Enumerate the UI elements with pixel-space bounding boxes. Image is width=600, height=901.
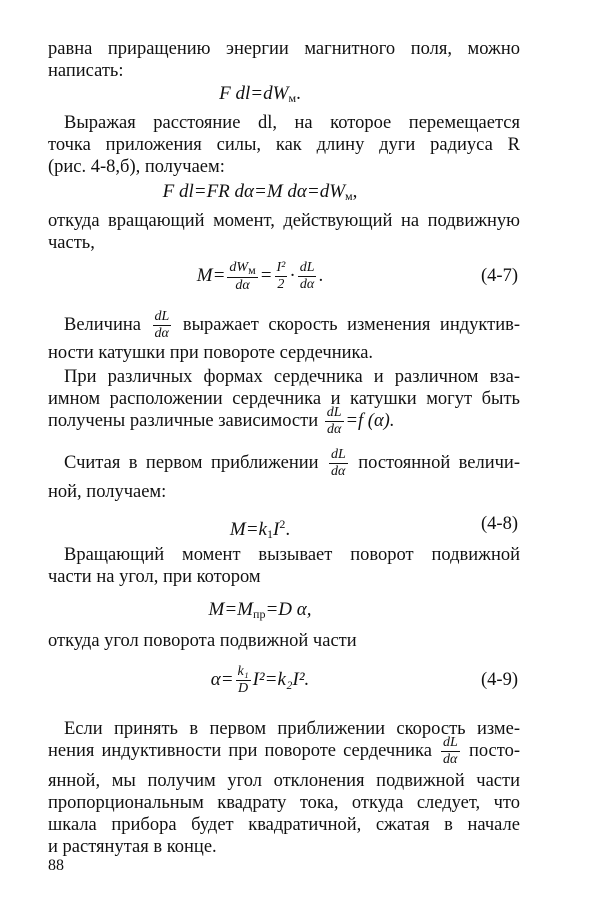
text-line: части на угол, при котором	[48, 567, 261, 587]
text-line: и растянутая в конце.	[48, 837, 217, 857]
formula-equilibrium: $M=M_{пр}=D$ α,	[208, 599, 312, 621]
text-line: точка приложения силы, как длину дуги радиуса R	[48, 135, 520, 155]
equation-number: (4-7)	[481, 266, 518, 286]
text-line: янной, мы получим угол отклонения подвижной части	[48, 771, 520, 791]
text-line: Величина $\frac{dL}{d\alpha}$ выражает скорость изменения индуктив-	[64, 309, 521, 342]
text-line: Если принять в первом приближении скорость изме-	[64, 719, 520, 739]
text-line: имном расположении сердечника и катушки могут быть	[48, 389, 520, 409]
equation-number: (4-9)	[481, 670, 518, 690]
text-line: шкала прибора будет квадратичной, сжатая в начале	[48, 815, 520, 835]
text-line: пропорциональным квадрату тока, откуда следует, что	[48, 793, 520, 813]
formula-4-8: $M=k_1I^2$.	[229, 517, 291, 541]
formula-energy: F $dl=dW_м$.	[219, 83, 301, 105]
text-line: нения индуктивности при повороте сердечника $\frac{dL}{d\alpha}$ посто-	[48, 735, 521, 768]
text-line: Вращающий момент вызывает поворот подвижной	[64, 545, 520, 565]
text-line: откуда вращающий момент, действующий на подвижную	[48, 211, 520, 231]
formula-torque-derivation: F dl=FR dα=M $d\alpha=dW_м$,	[162, 181, 358, 203]
text-line: равна приращению энергии магнитного поля, можно	[48, 39, 520, 59]
text-line: ной, получаем:	[48, 482, 167, 502]
formula-4-7: M= $\frac{\text{dWм}}{d\alpha}$ = $\frac{\text{I²}}{2}$ · $\frac{dL}{d\alpha}$ .	[196, 259, 324, 293]
text-line: получены различные зависимости $\frac{dL}{d\alpha}$ =f (α).	[48, 405, 395, 438]
text-line: При различных формах сердечника и различном вза-	[64, 367, 520, 387]
text-line: часть,	[48, 233, 95, 253]
formula-4-9: α= $\frac{\text{k₁}}{D}$ I²=k₂I².	[210, 664, 310, 697]
text-line: (рис. 4-8,б), получаем:	[48, 157, 225, 177]
text-line: откуда угол поворота подвижной части	[48, 631, 357, 651]
text-line: Выражая расстояние dl, на которое перемещается	[64, 113, 520, 133]
equation-number: (4-8)	[481, 514, 518, 534]
page-number: 88	[48, 857, 64, 874]
text-line: ности катушки при повороте сердечника.	[48, 343, 374, 363]
text-line: написать:	[48, 61, 124, 81]
text-line: Считая в первом приближении $\frac{dL}{d\alpha}$ постоянной величи-	[64, 447, 520, 480]
